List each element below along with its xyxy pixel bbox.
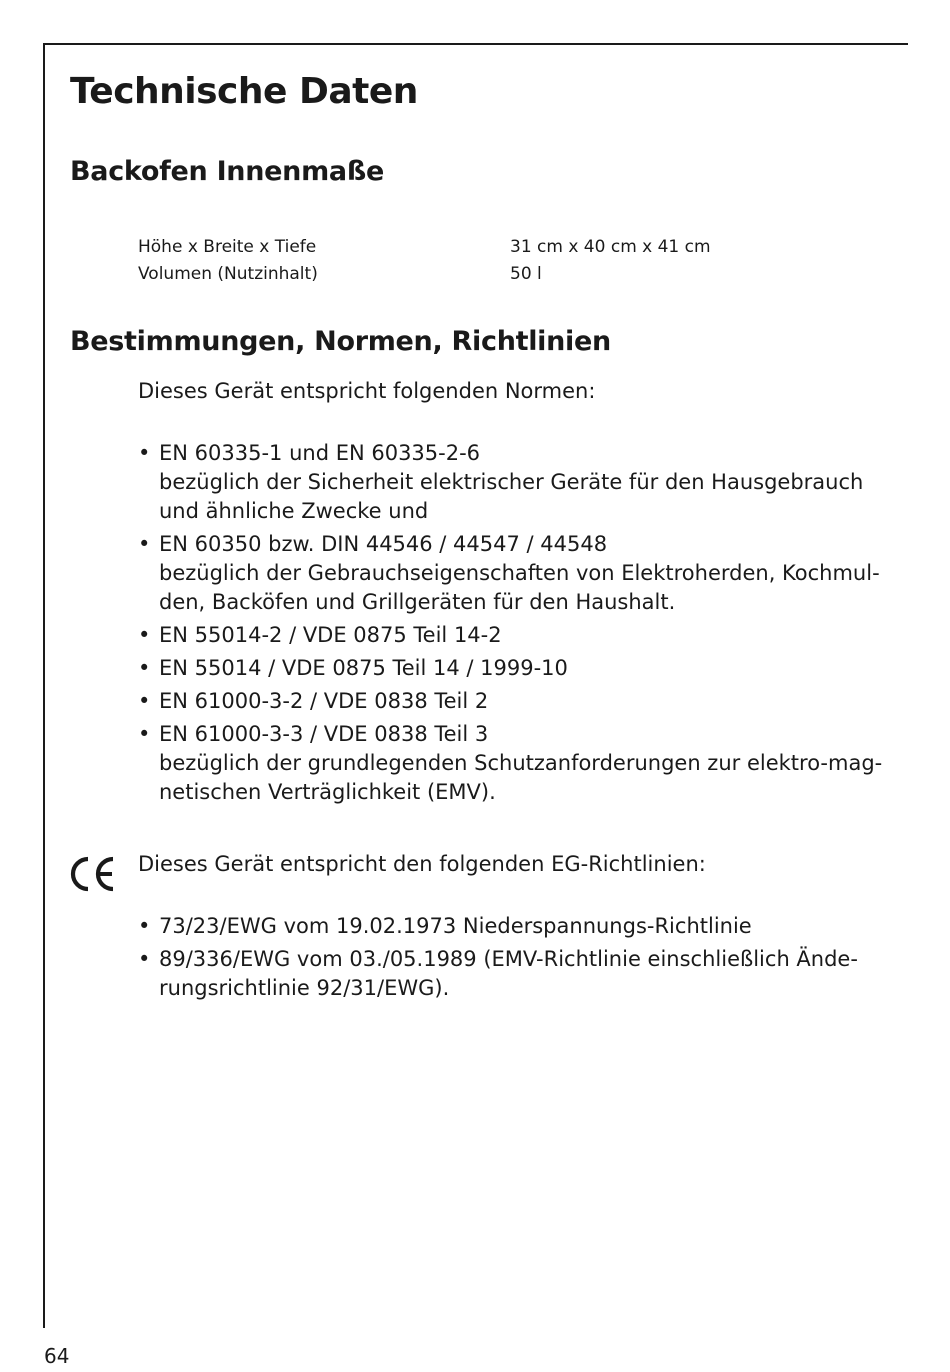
list-item-line: bezüglich der Gebrauchseigenschaften von Elektroherden, Kochmul-	[159, 561, 880, 585]
dimensions-row	[138, 234, 711, 261]
list-item-line: EN 55014-2 / VDE 0875 Teil 14-2	[159, 623, 502, 647]
page-number: 64	[44, 1344, 70, 1368]
bullet-icon: •	[138, 656, 151, 680]
list-item	[138, 945, 898, 1003]
bullet-icon: •	[138, 623, 151, 647]
list-item-line: und ähnliche Zwecke und	[159, 499, 429, 523]
dimensions-row	[138, 261, 711, 288]
page-frame-top-rule	[43, 43, 908, 45]
section-title-oven-dimensions: Backofen Innenmaße	[70, 156, 384, 187]
section-title-norms: Bestimmungen, Normen, Richtlinien	[70, 326, 611, 357]
list-item-line: netischen Verträglichkeit (EMV).	[159, 780, 496, 804]
page-frame-left-rule	[43, 43, 45, 1328]
list-item	[138, 687, 898, 716]
volume-label: Volumen (Nutzinhalt)	[138, 264, 318, 284]
bullet-icon: •	[138, 532, 151, 556]
list-item-line: EN 61000-3-3 / VDE 0838 Teil 3	[159, 722, 489, 746]
list-item-line: 89/336/EWG vom 03./05.1989 (EMV-Richtlinie einschließlich Ände-	[159, 947, 858, 971]
list-item-line: den, Backöfen und Grillgeräten für den Haushalt.	[159, 590, 676, 614]
list-item	[138, 439, 898, 526]
list-item	[138, 621, 898, 650]
ce-mark-icon	[68, 854, 116, 894]
bullet-icon: •	[138, 441, 151, 465]
list-item-line: rungsrichtlinie 92/31/EWG).	[159, 976, 450, 1000]
dimensions-label: Höhe x Breite x Tiefe	[138, 237, 317, 257]
volume-value: 50 l	[510, 264, 542, 284]
list-item-line: EN 55014 / VDE 0875 Teil 14 / 1999-10	[159, 656, 568, 680]
list-item-line: bezüglich der Sicherheit elektrischer Geräte für den Hausgebrauch	[159, 470, 864, 494]
bullet-icon: •	[138, 947, 151, 971]
list-item-line: 73/23/EWG vom 19.02.1973 Niederspannungs-Richtlinie	[159, 914, 752, 938]
page-title: Technische Daten	[70, 71, 418, 112]
eu-directives-intro: Dieses Gerät entspricht den folgenden EG-Richtlinien:	[138, 852, 706, 876]
norms-list	[138, 439, 898, 807]
norms-intro: Dieses Gerät entspricht folgenden Normen:	[138, 379, 596, 403]
bullet-icon: •	[138, 689, 151, 713]
list-item	[138, 530, 898, 617]
list-item	[138, 912, 898, 941]
eu-directives-list	[138, 912, 898, 1003]
list-item-line: EN 60335-1 und EN 60335-2-6	[159, 441, 481, 465]
list-item	[138, 654, 898, 683]
bullet-icon: •	[138, 722, 151, 746]
list-item-line: EN 61000-3-2 / VDE 0838 Teil 2	[159, 689, 489, 713]
list-item	[138, 720, 898, 807]
list-item-line: EN 60350 bzw. DIN 44546 / 44547 / 44548	[159, 532, 608, 556]
dimensions-value: 31 cm x 40 cm x 41 cm	[510, 237, 711, 257]
list-item-line: bezüglich der grundlegenden Schutzanforderungen zur elektro-mag-	[159, 751, 883, 775]
dimensions-table	[138, 234, 711, 288]
bullet-icon: •	[138, 914, 151, 938]
